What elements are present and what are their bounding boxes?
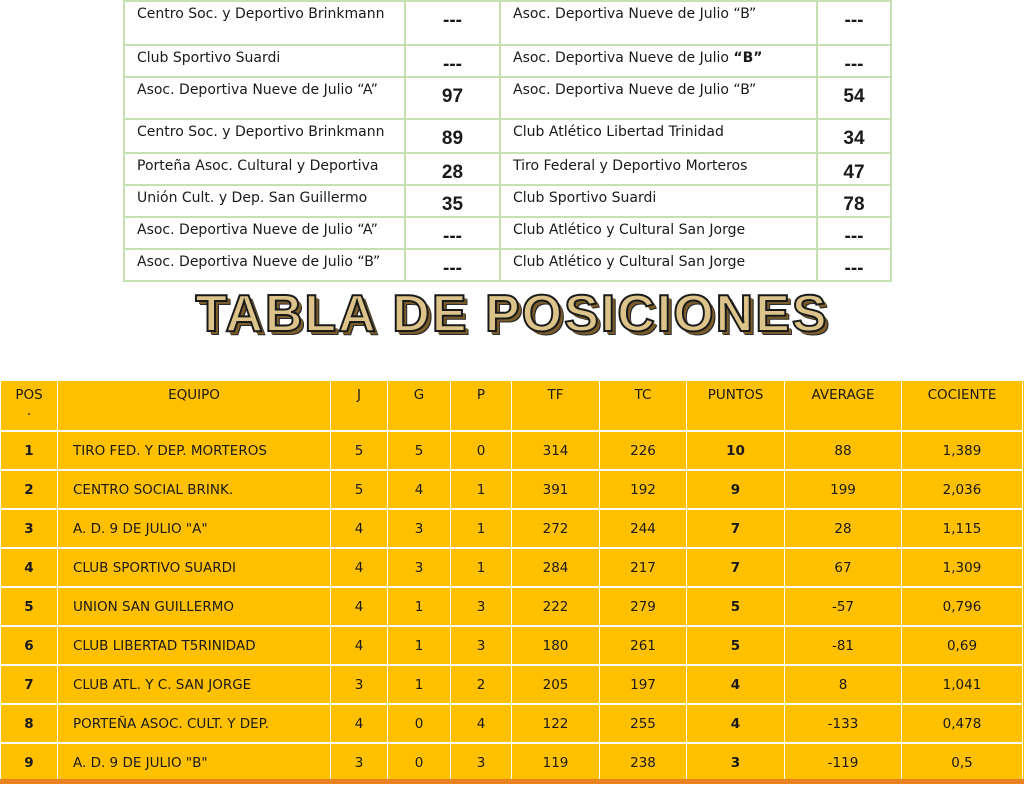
cell-avg: 8 [785,665,902,704]
cell-tc: 238 [600,743,687,782]
table-row [1,626,1023,665]
cell-avg: 67 [785,548,902,587]
cell-pos: 9 [1,743,58,782]
cell-avg: -133 [785,704,902,743]
cell-tf: 205 [512,665,600,704]
result-row [124,1,891,45]
away-team: Club Sportivo Suardi [500,185,817,217]
cell-team: A. D. 9 DE JULIO "A" [58,509,331,548]
cell-pts: 7 [687,548,785,587]
cell-avg: -119 [785,743,902,782]
cell-p: 0 [451,431,512,470]
cell-tc: 261 [600,626,687,665]
home-score: --- [405,217,500,249]
cell-tf: 391 [512,470,600,509]
cell-tf: 180 [512,626,600,665]
home-team: Club Sportivo Suardi [124,45,405,77]
table-row [1,509,1023,548]
cell-p: 1 [451,470,512,509]
cell-coc: 0,69 [902,626,1023,665]
home-score: 89 [405,119,500,153]
cell-tc: 226 [600,431,687,470]
home-score: 97 [405,77,500,119]
cell-tc: 255 [600,704,687,743]
cell-tc: 244 [600,509,687,548]
cell-team: TIRO FED. Y DEP. MORTEROS [58,431,331,470]
result-row [124,217,891,249]
result-row [124,45,891,77]
cell-pts: 7 [687,509,785,548]
away-score: --- [817,217,891,249]
table-row [1,548,1023,587]
away-team [500,45,817,77]
cell-team: A. D. 9 DE JULIO "B" [58,743,331,782]
cell-g: 1 [388,626,451,665]
away-team-name: Asoc. Deportiva Nueve de Julio [513,50,734,66]
col-header-avg: AVERAGE [785,381,902,431]
cell-pts: 5 [687,626,785,665]
cell-tf: 222 [512,587,600,626]
result-row [124,77,891,119]
cell-pts: 10 [687,431,785,470]
cell-team: CLUB LIBERTAD T5RINIDAD [58,626,331,665]
col-header-tc: TC [600,381,687,431]
away-score: 34 [817,119,891,153]
cell-coc: 1,115 [902,509,1023,548]
cell-j: 4 [331,548,388,587]
home-team: Centro Soc. y Deportivo Brinkmann [124,119,405,153]
col-header-coc: COCIENTE [902,381,1023,431]
home-score: --- [405,1,500,45]
cell-g: 4 [388,470,451,509]
home-team: Unión Cult. y Dep. San Guillermo [124,185,405,217]
cell-pos: 8 [1,704,58,743]
cell-g: 0 [388,743,451,782]
table-row [1,587,1023,626]
away-team: Club Atlético Libertad Trinidad [500,119,817,153]
cell-tc: 279 [600,587,687,626]
home-score: 35 [405,185,500,217]
home-score: --- [405,249,500,281]
home-team: Porteña Asoc. Cultural y Deportiva [124,153,405,185]
results-table [123,0,892,282]
col-header-tf: TF [512,381,600,431]
away-score: 54 [817,77,891,119]
col-header-pos [1,381,58,431]
cell-team: CLUB SPORTIVO SUARDI [58,548,331,587]
cell-g: 0 [388,704,451,743]
home-team: Asoc. Deportiva Nueve de Julio “A” [124,77,405,119]
away-team: Asoc. Deportiva Nueve de Julio “B” [500,77,817,119]
cell-tc: 192 [600,470,687,509]
cell-pos: 3 [1,509,58,548]
col-header-j: J [331,381,388,431]
cell-j: 5 [331,431,388,470]
cell-p: 2 [451,665,512,704]
cell-tf: 284 [512,548,600,587]
away-team-letter: “B” [733,50,763,66]
cell-j: 3 [331,743,388,782]
page-title: TABLA DE POSICIONES [195,285,829,343]
cell-p: 1 [451,548,512,587]
col-header-pts: PUNTOS [687,381,785,431]
cell-p: 3 [451,743,512,782]
standings-table [0,381,1023,783]
away-score: --- [817,249,891,281]
home-score: 28 [405,153,500,185]
result-row [124,119,891,153]
cell-j: 4 [331,509,388,548]
cell-tc: 217 [600,548,687,587]
cell-coc: 1,041 [902,665,1023,704]
bottom-divider [0,779,1024,784]
cell-j: 4 [331,704,388,743]
cell-tf: 119 [512,743,600,782]
cell-j: 4 [331,587,388,626]
col-header-p: P [451,381,512,431]
cell-team: UNION SAN GUILLERMO [58,587,331,626]
cell-avg: -57 [785,587,902,626]
cell-coc: 0,478 [902,704,1023,743]
col-header-team: EQUIPO [58,381,331,431]
cell-coc: 1,389 [902,431,1023,470]
cell-pos: 1 [1,431,58,470]
cell-pos: 5 [1,587,58,626]
cell-tf: 122 [512,704,600,743]
table-row [1,665,1023,704]
cell-pts: 4 [687,665,785,704]
cell-tf: 272 [512,509,600,548]
cell-pts: 5 [687,587,785,626]
cell-j: 4 [331,626,388,665]
table-row [1,743,1023,782]
col-header-pos-label: POS [15,387,43,403]
table-row [1,470,1023,509]
table-row [1,704,1023,743]
cell-pos: 7 [1,665,58,704]
cell-coc: 2,036 [902,470,1023,509]
home-team: Asoc. Deportiva Nueve de Julio “B” [124,249,405,281]
home-team: Asoc. Deportiva Nueve de Julio “A” [124,217,405,249]
cell-pos: 4 [1,548,58,587]
cell-g: 3 [388,548,451,587]
cell-coc: 0,5 [902,743,1023,782]
cell-tf: 314 [512,431,600,470]
away-team: Asoc. Deportiva Nueve de Julio “B” [500,1,817,45]
away-team: Club Atlético y Cultural San Jorge [500,249,817,281]
cell-avg: -81 [785,626,902,665]
col-header-g: G [388,381,451,431]
cell-p: 1 [451,509,512,548]
cell-g: 3 [388,509,451,548]
away-score: --- [817,1,891,45]
away-team: Tiro Federal y Deportivo Morteros [500,153,817,185]
result-row [124,249,891,281]
cell-team: PORTEÑA ASOC. CULT. Y DEP. [58,704,331,743]
home-team: Centro Soc. y Deportivo Brinkmann [124,1,405,45]
result-row [124,153,891,185]
cell-coc: 0,796 [902,587,1023,626]
result-row [124,185,891,217]
standings-section [0,381,1024,779]
cell-g: 1 [388,587,451,626]
cell-p: 4 [451,704,512,743]
home-score: --- [405,45,500,77]
away-score: 78 [817,185,891,217]
cell-pts: 3 [687,743,785,782]
away-score: 47 [817,153,891,185]
away-team: Club Atlético y Cultural San Jorge [500,217,817,249]
cell-pos: 6 [1,626,58,665]
cell-j: 5 [331,470,388,509]
col-header-pos-dot: . [26,403,32,419]
away-score: --- [817,45,891,77]
cell-p: 3 [451,587,512,626]
cell-avg: 199 [785,470,902,509]
cell-pts: 4 [687,704,785,743]
table-row [1,431,1023,470]
cell-pts: 9 [687,470,785,509]
cell-coc: 1,309 [902,548,1023,587]
cell-avg: 28 [785,509,902,548]
cell-team: CENTRO SOCIAL BRINK. [58,470,331,509]
cell-g: 1 [388,665,451,704]
cell-g: 5 [388,431,451,470]
cell-p: 3 [451,626,512,665]
cell-pos: 2 [1,470,58,509]
cell-j: 3 [331,665,388,704]
cell-avg: 88 [785,431,902,470]
cell-team: CLUB ATL. Y C. SAN JORGE [58,665,331,704]
cell-tc: 197 [600,665,687,704]
header-row [1,381,1023,431]
